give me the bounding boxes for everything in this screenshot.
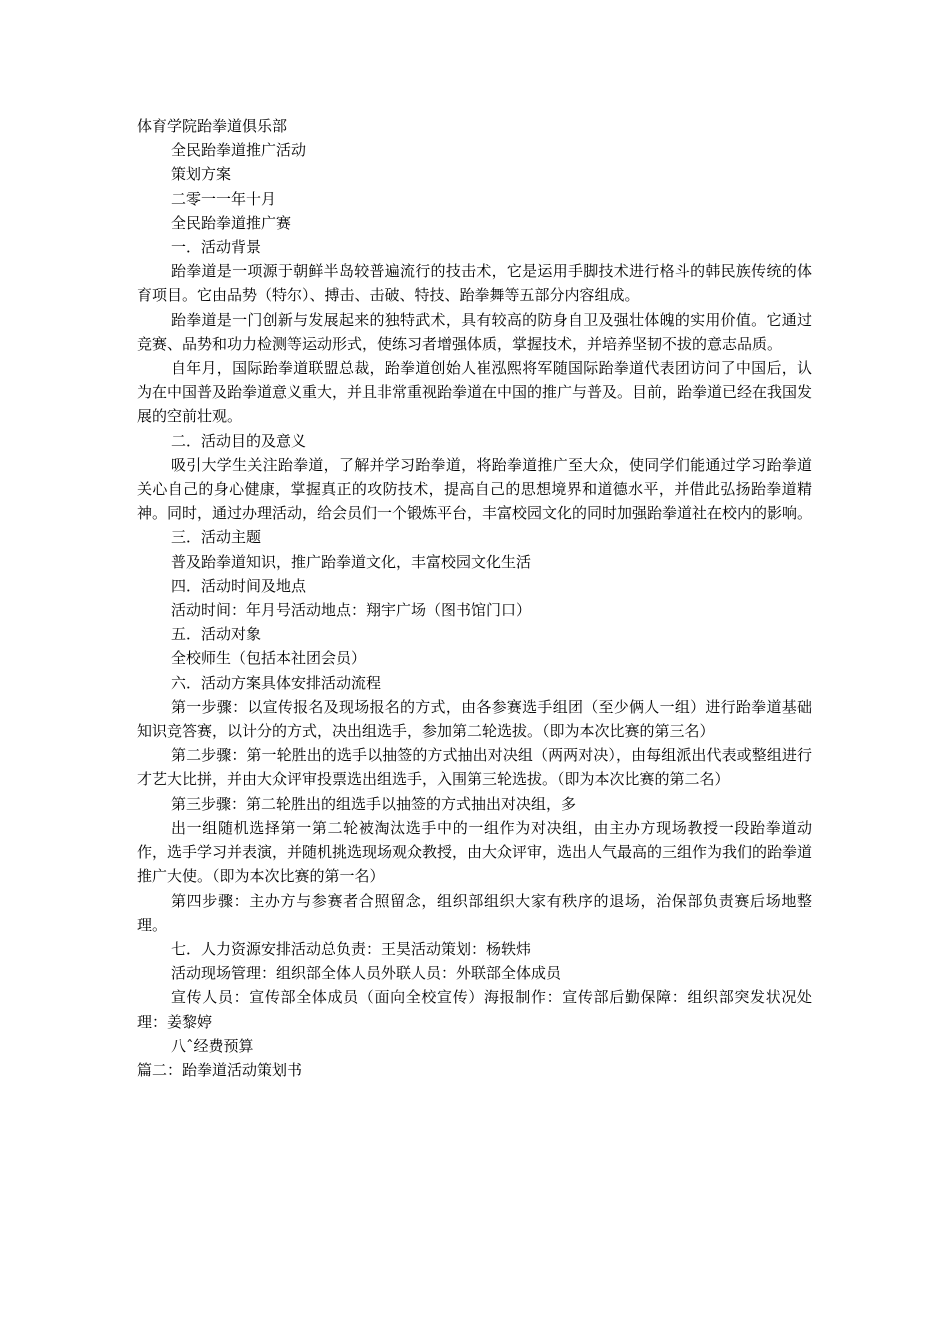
document-body — [137, 114, 812, 1082]
process-step-4: 第四步骤：主办方与参赛者合照留念，组织部组织大家有秩序的退场，治保部负责赛后场地整理。 — [137, 891, 812, 934]
audience-paragraph: 全校师生（包括本社团会员） — [171, 649, 367, 668]
process-step-3: 第三步骤：第二轮胜出的组选手以抽签的方式抽出对决组，多 — [171, 794, 577, 813]
document-date: 二零一一年十月 — [171, 189, 277, 208]
activity-title: 全民跆拳道推广活动 — [171, 141, 307, 160]
staffing-line-1: 活动现场管理：组织部全体人员外联人员：外联部全体成员 — [171, 964, 562, 983]
event-title: 全民跆拳道推广赛 — [171, 213, 292, 232]
club-title: 体育学院跆拳道俱乐部 — [137, 117, 288, 135]
section-heading-theme: 三．活动主题 — [171, 528, 262, 547]
time-place-paragraph: 活动时间：年月号活动地点：翔宇广场（图书馆门口） — [171, 601, 532, 620]
staffing-line-2: 宣传人员：宣传部全体成员（面向全校宣传）海报制作：宣传部后勤保障：组织部突发状况处理：姜黎婷 — [137, 988, 812, 1031]
next-document-title: 篇二：跆拳道活动策划书 — [137, 1060, 303, 1079]
section-heading-process: 六．活动方案具体安排活动流程 — [171, 673, 382, 692]
process-step-1: 第一步骤：以宣传报名及现场报名的方式，由各参赛选手组团（至少俩人一组）进行跆拳道基础知识竞答赛，以计分的方式，决出组选手，参加第二轮选拔。（即为本次比赛的第三名） — [137, 697, 812, 741]
section-heading-audience: 五．活动对象 — [171, 625, 262, 644]
section-heading-staffing: 七．人力资源安排活动总负责：王昊活动策划：杨轶炜 — [171, 939, 532, 958]
background-paragraph-2: 跆拳道是一门创新与发展起来的独特武术，具有较高的防身自卫及强壮体魄的实用价值。它通过竞赛、品势和功力检测等运动形式，使练习者增强体质，掌握技术，并培养坚韧不拔的意志品质。 — [137, 310, 812, 353]
section-heading-budget: 八ˆ经费预算 — [171, 1036, 254, 1055]
background-paragraph-3: 自年月，国际跆拳道联盟总裁，跆拳道创始人崔泓熙将军随国际跆拳道代表团访问了中国后，认为在中国普及跆拳道意义重大，并且非常重视跆拳道在中国的推广与普及。目前，跆拳道已经在我国发展的空前壮观。 — [137, 359, 813, 426]
section-heading-purpose: 二．活动目的及意义 — [171, 431, 307, 450]
process-step-2: 第二步骤：第一轮胜出的选手以抽签的方式抽出对决组（两两对决），由每组派出代表或整组进行才艺大比拼，并由大众评审投票选出组选手，入围第三轮选拔。（即为本次比赛的第二名） — [137, 746, 812, 789]
process-step-3-continued: 出一组随机选择第一第二轮被淘汰选手中的一组作为对决组，由主办方现场教授一段跆拳道动作，选手学习并表演，并随机挑选现场观众教授，由大众评审，选出人气最高的三组作为我们的跆拳道推广大使。（即为本次比赛的第一名） — [137, 818, 813, 886]
background-paragraph-1: 跆拳道是一项源于朝鲜半岛较普遍流行的技击术，它是运用手脚技术进行格斗的韩民族传统的体育项目。它由品势（特尔）、搏击、击破、特技、跆拳舞等五部分内容组成。 — [137, 262, 812, 305]
section-heading-background: 一．活动背景 — [171, 238, 262, 257]
theme-paragraph: 普及跆拳道知识，推广跆拳道文化，丰富校园文化生活 — [171, 552, 532, 571]
plan-title: 策划方案 — [171, 165, 232, 184]
purpose-paragraph: 吸引大学生关注跆拳道，了解并学习跆拳道，将跆拳道推广至大众，使同学们能通过学习跆拳道关心自己的身心健康，掌握真正的攻防技术，提高自己的思想境界和道德水平，并借此弘扬跆拳道精神。同时，通过办理活动，给会员们一个锻炼平台，丰富校园文化的同时加强跆拳道社在校内的影响。 — [137, 455, 813, 523]
section-heading-time-place: 四．活动时间及地点 — [171, 576, 307, 595]
